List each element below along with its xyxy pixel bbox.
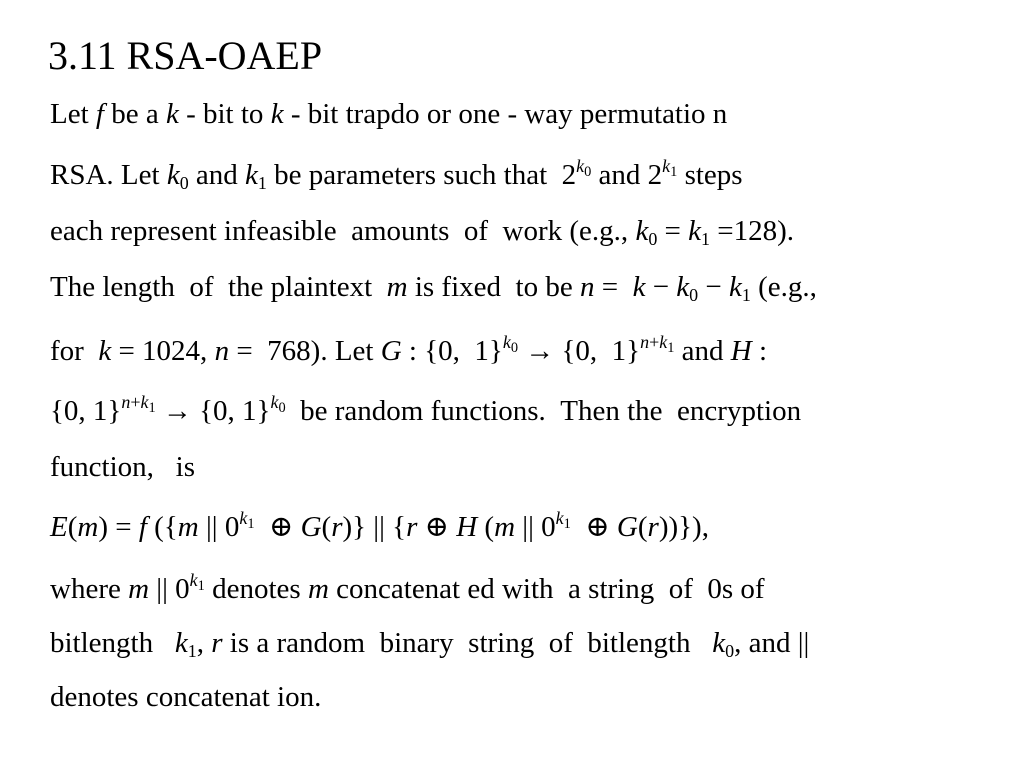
text-line-9: bitlength $k_1$, r is a random binary string of bitlength $k_0$, and || [50, 627, 810, 662]
text-line-5: for k = 1024, n = 768). Let G : {0, 1}$^{k_0}$ → {0, 1}$^{n+k_1}$ and H : [50, 332, 768, 367]
text-line-1: Let f be a k - bit to k - bit trapdo or one - way permutatio n [50, 98, 728, 130]
text-line-3: each represent infeasible amounts of work (e.g., $k_0 = k_1 =128$). [50, 215, 795, 250]
slide-title: 3.11 RSA-OAEP [48, 33, 323, 78]
equation-encryption: E(m) = f ({m || $0^{k_1}$ ⊕ G(r)} || {r ⊕ H (m || $0^{k_1}$ ⊕ G(r))}), [50, 508, 709, 543]
text-line-6: {0, 1}$^{n+k_1}$ → {0, 1}$^{k_0}$ be random functions. Then the encryption [50, 392, 802, 427]
text-line-4: The length of the plaintext m is fixed to be $n = k - k_0 - k_1$ (e.g., [50, 271, 817, 306]
text-line-2: RSA. Let $k_0$ and $k_1$ be parameters such that $2^{k_0}$ and $2^{k_1}$ steps [50, 156, 743, 194]
text-line-7: function, is [50, 451, 195, 483]
text-line-8: where m || $0^{k_1}$ denotes m concatenat ed with a string of 0s of [50, 570, 765, 605]
text-line-10: denotes concatenat ion. [50, 681, 322, 713]
